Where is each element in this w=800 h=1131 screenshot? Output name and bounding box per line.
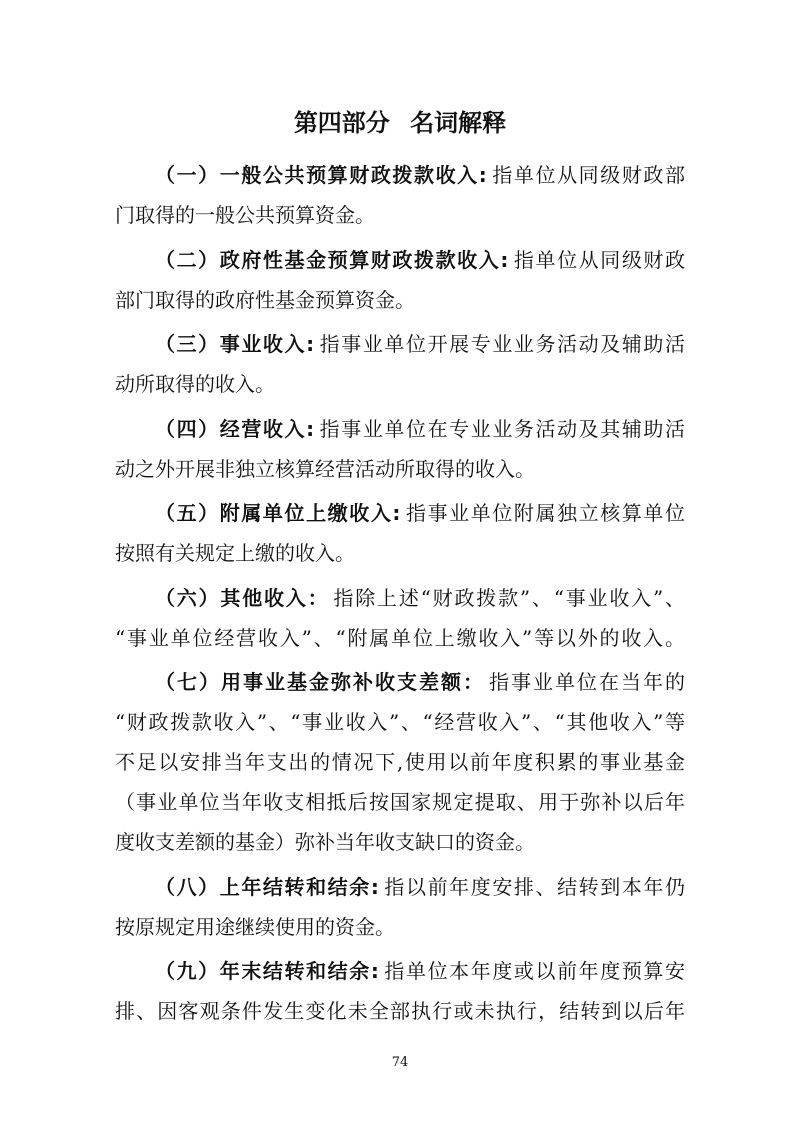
- entry-line: 动所取得的收入。: [115, 372, 275, 396]
- definition-entry-4: [115, 409, 685, 489]
- entry-line: [115, 951, 685, 991]
- entry-line: [115, 324, 685, 364]
- entry-line: [115, 409, 685, 449]
- entry-line: 度收支差额的基金）弥补当年收支缺口的资金。: [115, 830, 535, 854]
- definition-entry-9: [115, 951, 685, 1031]
- definition-term: （四）经营收入:: [155, 416, 315, 441]
- definition-text: 指单位从同级财政部: [490, 163, 685, 187]
- definition-text: 指事业单位附属独立核算单位: [404, 501, 686, 525]
- entry-line: [115, 867, 685, 907]
- definitions-body: [115, 155, 685, 1031]
- entry-line: 动之外开展非独立核算经营活动所取得的收入。: [115, 456, 535, 481]
- entry-line: [115, 155, 685, 195]
- entry-line: 排、因客观条件发生变化未全部执行或未执行，结转到以后年: [115, 999, 685, 1023]
- definition-text: 指事业单位在当年的: [489, 670, 685, 694]
- entry-line: 部门取得的政府性基金预算资金。: [115, 287, 415, 312]
- definition-term: （九）年末结转和结余:: [155, 959, 379, 983]
- definition-term: （八）上年结转和结余:: [155, 874, 379, 899]
- entry-line: “事业单位经营收入”、“附属单位上缴收入”等以外的收入。: [115, 625, 685, 650]
- entry-line: 按照有关规定上缴的收入。: [115, 541, 355, 565]
- definition-entry-7: [115, 662, 685, 862]
- definition-entry-6: [115, 578, 685, 658]
- definition-text: 指事业单位在专业业务活动及其辅助活: [318, 416, 686, 441]
- entry-line: [115, 578, 685, 618]
- definition-term: （七）用事业基金弥补收支差额：: [155, 670, 485, 694]
- entry-line: “财政拨款收入”、“事业收入”、“经营收入”、“其他收入”等: [115, 710, 685, 734]
- definition-text: 指单位从同级财政: [512, 247, 686, 272]
- entry-line: 门取得的一般公共预算资金。: [115, 203, 375, 227]
- definition-entry-3: [115, 324, 685, 404]
- definition-term: （一）一般公共预算财政拨款收入:: [155, 163, 487, 187]
- definition-entry-1: [115, 155, 685, 235]
- definition-entry-2: [115, 240, 685, 320]
- definition-text: 指除上述“财政拨款”、“事业收入”、: [333, 585, 685, 610]
- entry-line: [115, 662, 685, 702]
- entry-line: [115, 240, 685, 280]
- entry-line: 按原规定用途继续使用的资金。: [115, 914, 395, 939]
- definition-entry-5: [115, 493, 685, 573]
- definition-text: 指事业单位开展专业业务活动及辅助活: [318, 332, 686, 356]
- definition-entry-8: [115, 867, 685, 947]
- entry-line: 不足以安排当年支出的情况下,使用以前年度积累的事业基金: [115, 750, 685, 774]
- page-title: 第四部分 名词解释: [293, 109, 507, 137]
- definition-term: （五）附属单位上缴收入:: [155, 501, 401, 525]
- definition-text: 指以前年度安排、结转到本年仍: [382, 874, 686, 899]
- entry-line: （事业单位当年收支相抵后按国家规定提取、用于弥补以后年: [115, 790, 685, 814]
- definition-text: 指单位本年度或以前年度预算安: [382, 959, 686, 983]
- entry-line: [115, 493, 685, 533]
- page-number: 74: [391, 1055, 409, 1070]
- definition-term: （六）其他收入：: [155, 585, 330, 610]
- definition-term: （二）政府性基金预算财政拨款收入:: [155, 247, 509, 272]
- definition-term: （三）事业收入:: [155, 332, 315, 356]
